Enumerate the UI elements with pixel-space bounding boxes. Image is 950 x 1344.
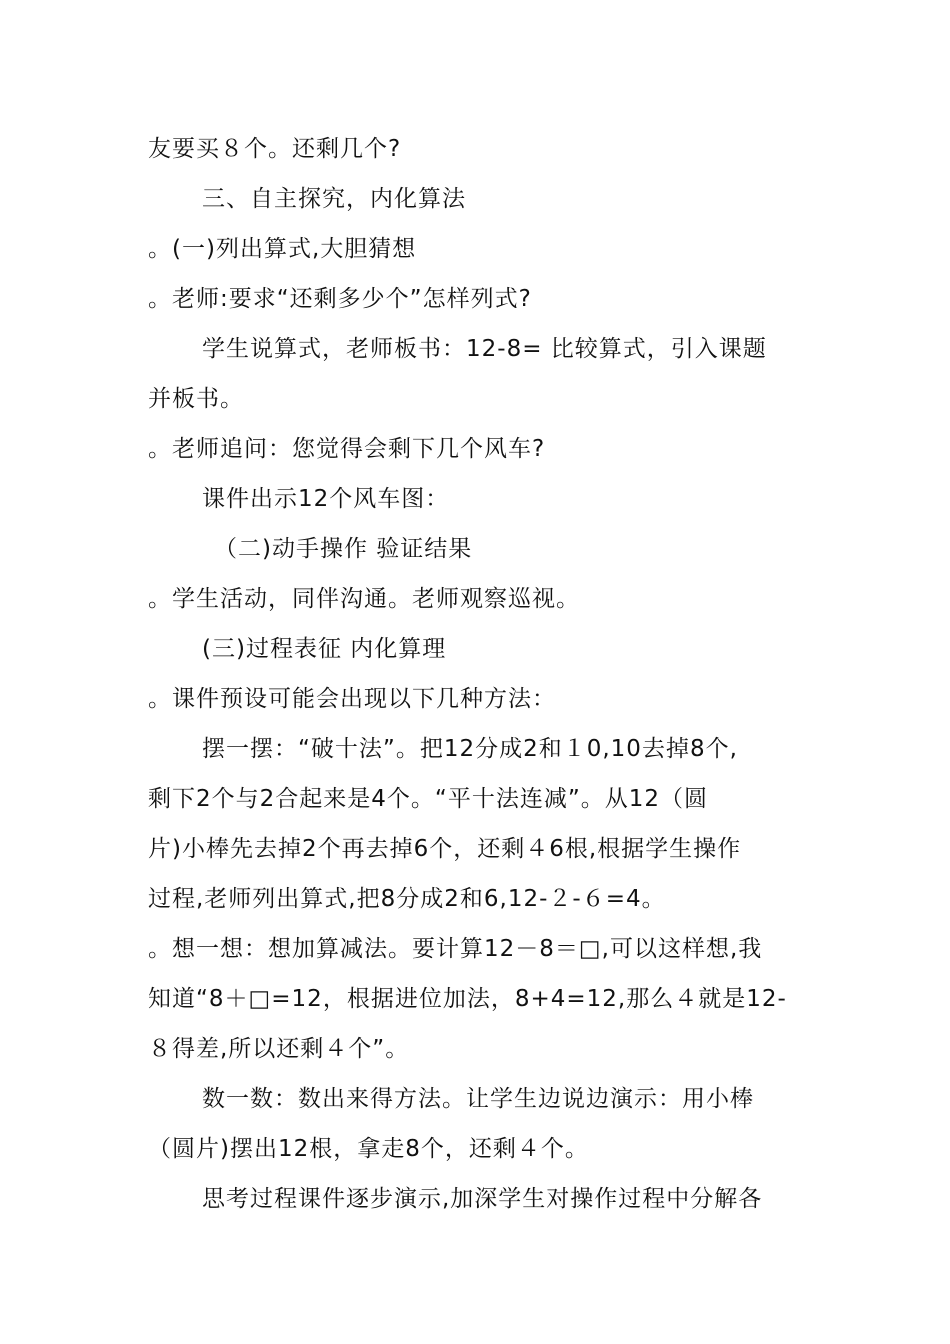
section-heading-3: 三、自主探究，内化算法 (202, 186, 466, 212)
text-line-12: 。课件预设可能会出现以下几种方法： (148, 686, 556, 712)
text-line-7: 。老师追问：您觉得会剩下几个风车? (148, 436, 546, 462)
text-line-6: 并板书。 (148, 386, 244, 412)
text-line-8: 课件出示12个风车图： (202, 486, 450, 512)
text-line-21: （圆片)摆出12根，拿走8个，还剩４个。 (148, 1136, 589, 1162)
text-line-22: 思考过程课件逐步演示,加深学生对操作过程中分解各 (202, 1186, 763, 1212)
subheading-2: （二)动手操作 验证结果 (214, 536, 473, 562)
text-line-4: 。老师:要求“还剩多少个”怎样列式? (148, 286, 532, 312)
text-line-17: 。想一想：想加算减法。要计算12－8＝□,可以这样想,我 (148, 936, 763, 962)
text-line-16: 过程,老师列出算式,把8分成2和6,12-２-６=4。 (148, 886, 666, 912)
text-line-5: 学生说算式，老师板书：12-8= 比较算式，引入课题 (202, 336, 767, 362)
text-line-1: 友要买８个。还剩几个? (148, 136, 402, 162)
subheading-1: 。(一)列出算式,大胆猜想 (148, 236, 417, 262)
subheading-3: (三)过程表征 内化算理 (202, 636, 447, 662)
text-line-19: ８得差,所以还剩４个”。 (148, 1036, 410, 1062)
text-line-14: 剩下2个与2合起来是4个。“平十法连减”。从12（圆 (148, 786, 708, 812)
text-line-15: 片)小棒先去掉2个再去掉6个，还剩４6根,根据学生操作 (148, 836, 742, 862)
text-line-20: 数一数：数出来得方法。让学生边说边演示：用小棒 (202, 1086, 754, 1112)
text-line-18: 知道“8＋□=12，根据进位加法，8+4=12,那么４就是12- (148, 986, 787, 1012)
text-line-13: 摆一摆：“破十法”。把12分成2和１0,10去掉8个, (202, 736, 738, 762)
text-line-10: 。学生活动，同伴沟通。老师观察巡视。 (148, 586, 580, 612)
